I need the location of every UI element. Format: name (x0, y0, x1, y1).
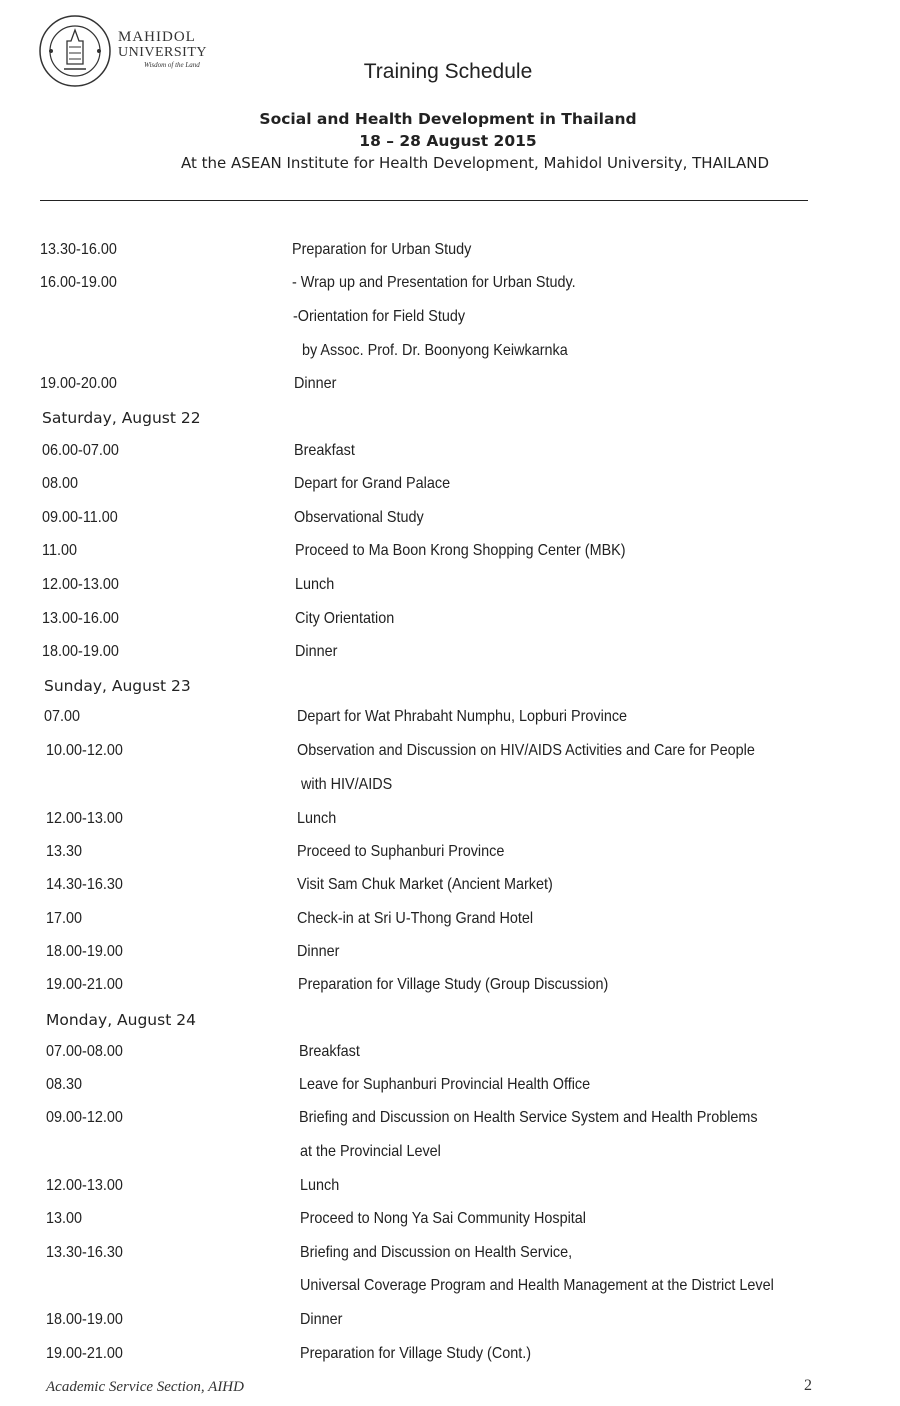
schedule-activity: with HIV/AIDS (301, 776, 393, 793)
schedule-time: 13.30 (46, 843, 83, 860)
schedule-activity: Proceed to Ma Boon Krong Shopping Center (MBK) (295, 542, 626, 559)
schedule-time: 09.00-11.00 (42, 509, 118, 526)
schedule-activity: Dinner (294, 375, 337, 392)
schedule-time: 18.00-19.00 (46, 943, 123, 960)
schedule-time: 13.00 (46, 1210, 83, 1227)
schedule-activity: Dinner (295, 643, 338, 660)
schedule-time: 13.30-16.30 (46, 1244, 123, 1261)
schedule-activity: Proceed to Nong Ya Sai Community Hospital (300, 1210, 587, 1227)
schedule-time: 13.00-16.00 (42, 610, 119, 627)
schedule-time: 11.00 (42, 542, 77, 559)
schedule-time: 19.00-20.00 (40, 375, 117, 392)
university-motto: Wisdom of the Land (144, 61, 200, 69)
schedule-activity: Observation and Discussion on HIV/AIDS Activities and Care for People (297, 742, 755, 759)
schedule-activity: Lunch (295, 576, 335, 593)
schedule-time: 16.00-19.00 (40, 274, 117, 291)
schedule-activity: Lunch (300, 1177, 340, 1194)
schedule-activity: Briefing and Discussion on Health Service, (300, 1244, 573, 1261)
schedule-time: 19.00-21.00 (46, 1345, 123, 1362)
page-title: Training Schedule (363, 60, 533, 83)
day-heading: Monday, August 24 (46, 1011, 196, 1029)
schedule-time: 08.30 (46, 1076, 83, 1093)
schedule-activity: Dinner (300, 1311, 343, 1328)
schedule-activity: Lunch (297, 810, 337, 827)
schedule-activity: City Orientation (295, 610, 395, 627)
schedule-activity: Breakfast (299, 1043, 360, 1060)
schedule-time: 17.00 (46, 910, 83, 927)
schedule-activity: - Wrap up and Presentation for Urban Study. (292, 274, 576, 291)
program-venue: At the ASEAN Institute for Health Development, Mahidol University, THAILAND (180, 154, 770, 172)
program-dates: 18 – 28 August 2015 (359, 132, 537, 150)
schedule-time: 07.00-08.00 (46, 1043, 123, 1060)
university-name-line1: MAHIDOL (118, 29, 196, 45)
schedule-activity: Preparation for Village Study (Cont.) (300, 1345, 532, 1362)
schedule-time: 06.00-07.00 (42, 442, 119, 459)
schedule-time: 12.00-13.00 (42, 576, 119, 593)
page-number: 2 (804, 1377, 812, 1394)
schedule-activity: by Assoc. Prof. Dr. Boonyong Keiwkarnka (302, 342, 568, 359)
schedule-activity: Preparation for Urban Study (292, 241, 472, 258)
schedule-time: 09.00-12.00 (46, 1109, 123, 1126)
program-subtitle: Social and Health Development in Thailand (259, 110, 637, 128)
schedule-activity: Observational Study (294, 509, 424, 526)
schedule-time: 08.00 (42, 475, 79, 492)
schedule-time: 18.00-19.00 (46, 1311, 123, 1328)
schedule-activity: -Orientation for Field Study (293, 308, 466, 325)
schedule-activity: at the Provincial Level (300, 1143, 441, 1160)
schedule-time: 14.30-16.30 (46, 876, 123, 893)
schedule-activity: Preparation for Village Study (Group Discussion) (298, 976, 609, 993)
day-heading: Sunday, August 23 (44, 677, 191, 695)
schedule-activity: Depart for Wat Phrabaht Numphu, Lopburi Province (297, 708, 628, 725)
day-heading: Saturday, August 22 (42, 409, 201, 427)
header-divider (40, 200, 808, 201)
schedule-time: 10.00-12.00 (46, 742, 123, 759)
schedule-activity: Dinner (297, 943, 340, 960)
schedule-activity: Visit Sam Chuk Market (Ancient Market) (297, 876, 553, 893)
footer-section: Academic Service Section, AIHD (46, 1379, 244, 1395)
schedule-activity: Depart for Grand Palace (294, 475, 451, 492)
schedule-time: 19.00-21.00 (46, 976, 123, 993)
schedule-activity: Breakfast (294, 442, 355, 459)
schedule-activity: Leave for Suphanburi Provincial Health Office (299, 1076, 591, 1093)
schedule-time: 12.00-13.00 (46, 1177, 123, 1194)
schedule-activity: Check-in at Sri U-Thong Grand Hotel (297, 910, 534, 927)
schedule-time: 13.30-16.00 (40, 241, 117, 258)
schedule-time: 12.00-13.00 (46, 810, 123, 827)
schedule-activity: Briefing and Discussion on Health Service System and Health Problems (299, 1109, 758, 1126)
schedule-time: 07.00 (44, 708, 81, 725)
university-name-line2: UNIVERSITY (118, 45, 207, 60)
schedule-activity: Universal Coverage Program and Health Management at the District Level (300, 1277, 774, 1294)
schedule-time: 18.00-19.00 (42, 643, 119, 660)
schedule-activity: Proceed to Suphanburi Province (297, 843, 505, 860)
